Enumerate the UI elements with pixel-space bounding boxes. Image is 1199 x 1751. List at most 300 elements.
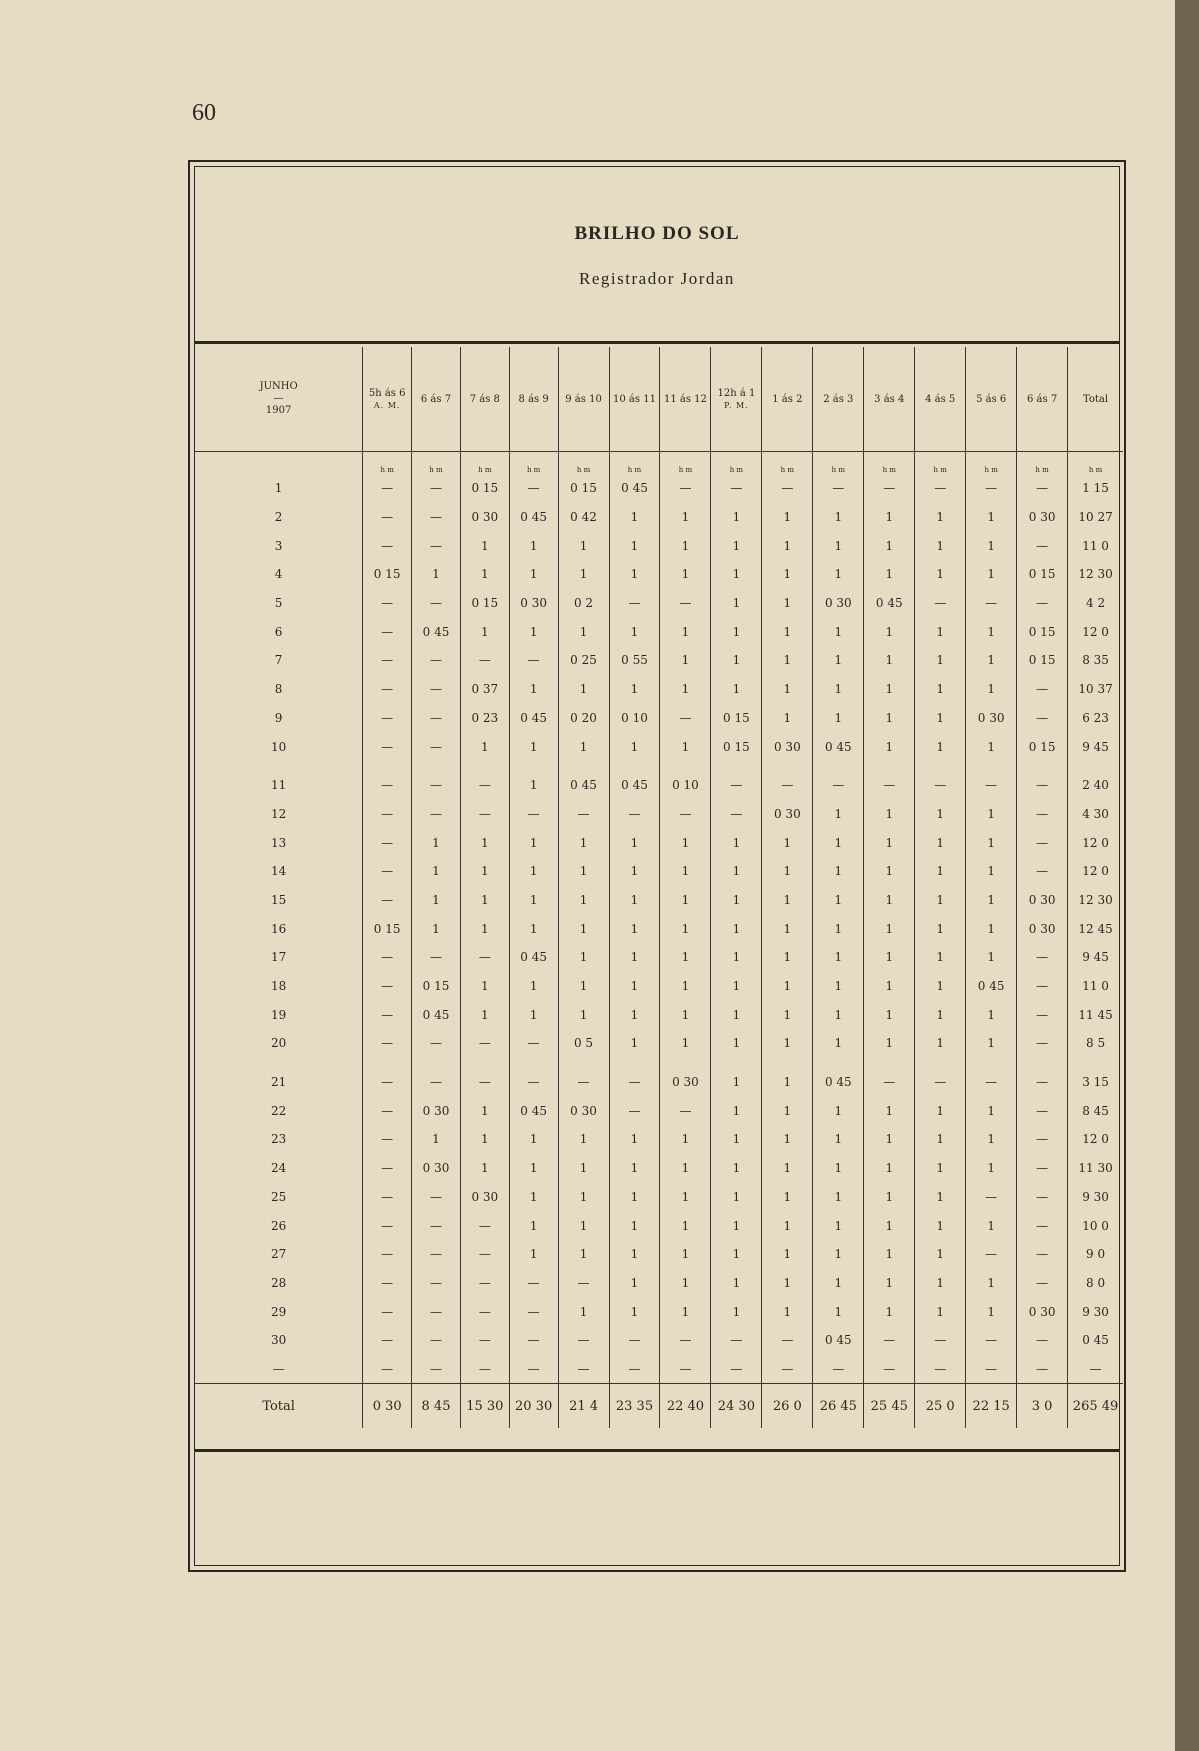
value-cell: — — [762, 1326, 813, 1355]
value-cell: 1 — [915, 1029, 966, 1058]
value-cell: — — [363, 828, 412, 857]
value-cell: 1 — [711, 1029, 762, 1058]
column-header-label: 6 ás 7 — [1027, 393, 1058, 405]
value-cell: — — [363, 800, 412, 829]
value-cell: 1 — [460, 828, 509, 857]
column-header-label: 11 ás 12 — [663, 393, 707, 405]
value-cell: — — [864, 1355, 915, 1384]
value-cell: 0 30 — [1017, 914, 1068, 943]
row-total-cell: 0 45 — [1068, 1326, 1123, 1355]
value-cell: 1 — [864, 1125, 915, 1154]
unit-label: h m — [509, 452, 558, 475]
value-cell: — — [412, 531, 461, 560]
column-header — [660, 347, 711, 452]
table-row — [195, 972, 1123, 1001]
value-cell: 1 — [813, 914, 864, 943]
value-cell: 1 — [762, 1211, 813, 1240]
value-cell: 1 — [813, 646, 864, 675]
value-cell: 1 — [813, 886, 864, 915]
value-cell: 1 — [864, 1096, 915, 1125]
value-cell: — — [509, 646, 558, 675]
value-cell: 1 — [711, 1000, 762, 1029]
value-cell: 1 — [660, 972, 711, 1001]
month-label: JUNHO — [259, 381, 298, 392]
column-header-sublabel: P. M. — [724, 401, 749, 410]
column-total-cell: 24 30 — [711, 1384, 762, 1429]
value-cell: — — [1017, 1355, 1068, 1384]
value-cell: 1 — [412, 828, 461, 857]
value-cell: 1 — [660, 1269, 711, 1298]
value-cell: 1 — [509, 1183, 558, 1212]
value-cell: — — [412, 1269, 461, 1298]
value-cell: — — [363, 1269, 412, 1298]
unit-label: h m — [813, 452, 864, 475]
value-cell: 0 45 — [412, 1000, 461, 1029]
day-cell: 16 — [270, 921, 287, 936]
value-cell: 1 — [711, 1154, 762, 1183]
gap-cell — [363, 1058, 412, 1068]
column-total-cell: 8 45 — [412, 1384, 461, 1429]
table-row — [195, 1240, 1123, 1269]
value-cell: 1 — [813, 617, 864, 646]
day-cell: 27 — [270, 1247, 287, 1262]
value-cell: — — [412, 704, 461, 733]
value-cell: — — [412, 1029, 461, 1058]
value-cell: 1 — [609, 1000, 660, 1029]
unit-label: h m — [864, 452, 915, 475]
value-cell: — — [1017, 531, 1068, 560]
value-cell: — — [966, 474, 1017, 503]
unit-label: h m — [1068, 452, 1123, 475]
value-cell: — — [1017, 1326, 1068, 1355]
value-cell: — — [412, 646, 461, 675]
table-row — [195, 531, 1123, 560]
column-header-label: 4 ás 5 — [925, 393, 956, 405]
value-cell: — — [412, 771, 461, 800]
table-row — [195, 503, 1123, 532]
value-cell: 1 — [660, 828, 711, 857]
value-cell: 1 — [762, 1240, 813, 1269]
value-cell: 1 — [660, 1183, 711, 1212]
value-cell: 0 45 — [412, 617, 461, 646]
value-cell: 1 — [762, 1029, 813, 1058]
value-cell: 1 — [609, 675, 660, 704]
row-total-cell: 10 27 — [1068, 503, 1123, 532]
value-cell: 1 — [609, 1029, 660, 1058]
value-cell: 1 — [966, 1000, 1017, 1029]
value-cell: — — [412, 1068, 461, 1097]
day-cell: 8 — [274, 682, 283, 697]
value-cell: 1 — [660, 914, 711, 943]
column-header-label: 8 ás 9 — [518, 393, 549, 405]
gap-cell — [1068, 761, 1123, 771]
value-cell: 1 — [509, 828, 558, 857]
value-cell: 1 — [558, 857, 609, 886]
value-cell: 1 — [660, 503, 711, 532]
row-total-cell: 12 30 — [1068, 886, 1123, 915]
value-cell: — — [864, 1326, 915, 1355]
row-total-cell: 4 30 — [1068, 800, 1123, 829]
value-cell: 1 — [966, 1154, 1017, 1183]
value-cell: — — [509, 1326, 558, 1355]
value-cell: 1 — [711, 503, 762, 532]
gap-cell — [813, 1058, 864, 1068]
value-cell: 1 — [864, 886, 915, 915]
value-cell: — — [609, 589, 660, 618]
value-cell: 1 — [609, 1211, 660, 1240]
value-cell: — — [1017, 1211, 1068, 1240]
gap-cell — [1017, 1058, 1068, 1068]
value-cell: 0 10 — [660, 771, 711, 800]
value-cell: 0 15 — [711, 704, 762, 733]
unit-label: h m — [412, 452, 461, 475]
value-cell: 1 — [660, 732, 711, 761]
value-cell: 1 — [915, 1211, 966, 1240]
value-cell: — — [660, 1355, 711, 1384]
month-dash: — — [273, 393, 284, 404]
value-cell: — — [460, 1297, 509, 1326]
value-cell: — — [509, 800, 558, 829]
value-cell: 1 — [915, 800, 966, 829]
value-cell: — — [813, 1355, 864, 1384]
gap-cell — [762, 761, 813, 771]
value-cell: — — [915, 771, 966, 800]
gap-cell — [813, 761, 864, 771]
table-subtitle: Registrador Jordan — [579, 269, 735, 288]
column-header-label: 2 ás 3 — [823, 393, 854, 405]
day-cell: 25 — [270, 1189, 287, 1204]
table-body — [195, 452, 1123, 1429]
value-cell: 1 — [609, 943, 660, 972]
value-cell: — — [363, 1326, 412, 1355]
table-row — [195, 828, 1123, 857]
value-cell: 1 — [711, 560, 762, 589]
value-cell: — — [609, 1326, 660, 1355]
column-header — [1017, 347, 1068, 452]
column-total-cell: 22 40 — [660, 1384, 711, 1429]
value-cell: 1 — [558, 675, 609, 704]
column-header — [915, 347, 966, 452]
value-cell: 1 — [711, 1096, 762, 1125]
value-cell: 1 — [864, 857, 915, 886]
column-header-label: 10 ás 11 — [613, 393, 656, 405]
row-total-cell: 2 40 — [1068, 771, 1123, 800]
value-cell: 1 — [660, 1211, 711, 1240]
value-cell: 1 — [509, 914, 558, 943]
value-cell: 0 30 — [460, 1183, 509, 1212]
column-header-label: 3 ás 4 — [874, 393, 905, 405]
value-cell: 1 — [460, 1154, 509, 1183]
value-cell: — — [460, 800, 509, 829]
value-cell: 0 5 — [558, 1029, 609, 1058]
value-cell: 0 15 — [1017, 560, 1068, 589]
value-cell: 1 — [460, 1096, 509, 1125]
table-row — [195, 617, 1123, 646]
value-cell: 1 — [864, 617, 915, 646]
value-cell: 1 — [915, 1269, 966, 1298]
value-cell: 1 — [915, 531, 966, 560]
value-cell: 0 15 — [460, 589, 509, 618]
value-cell: — — [558, 800, 609, 829]
unit-label: h m — [558, 452, 609, 475]
gap-cell — [915, 1058, 966, 1068]
value-cell: 1 — [711, 828, 762, 857]
sunshine-table — [195, 347, 1123, 1428]
value-cell: 1 — [412, 886, 461, 915]
row-total-cell: 11 45 — [1068, 1000, 1123, 1029]
value-cell: 1 — [711, 1183, 762, 1212]
value-cell: 0 30 — [558, 1096, 609, 1125]
value-cell: 1 — [915, 617, 966, 646]
value-cell: 1 — [609, 1297, 660, 1326]
value-cell: 1 — [460, 914, 509, 943]
row-total-cell: 3 15 — [1068, 1068, 1123, 1097]
value-cell: 0 23 — [460, 704, 509, 733]
value-cell: 0 30 — [460, 503, 509, 532]
day-cell: — — [272, 1361, 285, 1376]
value-cell: 1 — [813, 531, 864, 560]
day-cell: 6 — [274, 624, 283, 639]
value-cell: — — [412, 1183, 461, 1212]
day-cell: 5 — [274, 596, 283, 611]
value-cell: — — [660, 1326, 711, 1355]
value-cell: 0 15 — [412, 972, 461, 1001]
value-cell: 0 45 — [813, 732, 864, 761]
value-cell: 0 10 — [609, 704, 660, 733]
day-cell: 28 — [270, 1275, 287, 1290]
value-cell: 1 — [609, 732, 660, 761]
value-cell: 1 — [864, 1029, 915, 1058]
value-cell: — — [363, 503, 412, 532]
value-cell: 1 — [558, 828, 609, 857]
gap-cell — [460, 1058, 509, 1068]
value-cell: 1 — [558, 560, 609, 589]
day-cell: 7 — [274, 653, 283, 668]
value-cell: — — [915, 589, 966, 618]
table-row — [195, 1068, 1123, 1097]
value-cell: 1 — [660, 1029, 711, 1058]
value-cell: — — [1017, 828, 1068, 857]
column-header — [412, 347, 461, 452]
value-cell: 1 — [813, 1211, 864, 1240]
value-cell: — — [966, 1326, 1017, 1355]
value-cell: 1 — [864, 943, 915, 972]
value-cell: 1 — [864, 560, 915, 589]
value-cell: 1 — [509, 1240, 558, 1269]
value-cell: 1 — [558, 1297, 609, 1326]
value-cell: 1 — [915, 857, 966, 886]
value-cell: 1 — [762, 828, 813, 857]
value-cell: 1 — [660, 943, 711, 972]
value-cell: 0 45 — [509, 704, 558, 733]
value-cell: 1 — [460, 732, 509, 761]
value-cell: 1 — [813, 1125, 864, 1154]
value-cell: 0 45 — [609, 474, 660, 503]
value-cell: 1 — [558, 1125, 609, 1154]
gap-cell — [558, 1058, 609, 1068]
value-cell: — — [915, 1355, 966, 1384]
value-cell: 1 — [966, 1211, 1017, 1240]
row-total-cell: 9 30 — [1068, 1297, 1123, 1326]
value-cell: 0 30 — [813, 589, 864, 618]
table-row — [195, 800, 1123, 829]
value-cell: 1 — [915, 560, 966, 589]
value-cell: — — [660, 800, 711, 829]
value-cell: — — [412, 1355, 461, 1384]
value-cell: 1 — [966, 732, 1017, 761]
value-cell: 1 — [966, 531, 1017, 560]
row-total-cell: 12 0 — [1068, 1125, 1123, 1154]
value-cell: 1 — [915, 1096, 966, 1125]
value-cell: 1 — [864, 1183, 915, 1212]
value-cell: 1 — [609, 914, 660, 943]
table-row — [195, 857, 1123, 886]
day-cell: 4 — [274, 567, 283, 582]
value-cell: 0 45 — [813, 1326, 864, 1355]
value-cell: 1 — [762, 1297, 813, 1326]
value-cell: — — [1017, 474, 1068, 503]
column-total-cell: 0 30 — [363, 1384, 412, 1429]
value-cell: 1 — [864, 1211, 915, 1240]
gap-cell — [1068, 1058, 1123, 1068]
value-cell: 1 — [660, 886, 711, 915]
gap-cell — [711, 1058, 762, 1068]
value-cell: 1 — [711, 972, 762, 1001]
value-cell: — — [363, 589, 412, 618]
value-cell: 1 — [660, 1240, 711, 1269]
unit-label: h m — [660, 452, 711, 475]
column-header-label: 6 ás 7 — [420, 393, 452, 405]
value-cell: — — [1017, 1183, 1068, 1212]
table-row — [195, 1029, 1123, 1058]
value-cell: — — [711, 474, 762, 503]
value-cell: — — [363, 646, 412, 675]
value-cell: — — [509, 1297, 558, 1326]
value-cell: 1 — [509, 560, 558, 589]
value-cell: — — [864, 474, 915, 503]
value-cell: 0 45 — [864, 589, 915, 618]
value-cell: 0 55 — [609, 646, 660, 675]
day-cell: 18 — [270, 979, 287, 994]
column-header — [711, 347, 762, 452]
totals-label: Total — [195, 1384, 363, 1429]
value-cell: 0 45 — [509, 1096, 558, 1125]
value-cell: 1 — [762, 531, 813, 560]
value-cell: 0 45 — [609, 771, 660, 800]
value-cell: — — [460, 943, 509, 972]
value-cell: — — [1017, 800, 1068, 829]
value-cell: 1 — [509, 675, 558, 704]
value-cell: 1 — [966, 886, 1017, 915]
value-cell: — — [609, 800, 660, 829]
value-cell: 1 — [460, 857, 509, 886]
value-cell: 0 37 — [460, 675, 509, 704]
gap-cell — [1017, 761, 1068, 771]
column-total-cell: 22 15 — [966, 1384, 1017, 1429]
value-cell: — — [363, 1068, 412, 1097]
row-total-cell: 8 45 — [1068, 1096, 1123, 1125]
value-cell: 1 — [966, 560, 1017, 589]
value-cell: 1 — [966, 675, 1017, 704]
value-cell: — — [460, 1029, 509, 1058]
row-total-cell: 12 0 — [1068, 857, 1123, 886]
value-cell: 1 — [915, 943, 966, 972]
column-header-label: 9 ás 10 — [565, 393, 602, 405]
column-total-cell: 265 49 — [1068, 1384, 1123, 1429]
gap-cell — [363, 761, 412, 771]
column-header-label: 1 ás 2 — [772, 393, 803, 405]
value-cell: — — [412, 1211, 461, 1240]
value-cell: 1 — [558, 1211, 609, 1240]
value-cell: 1 — [864, 828, 915, 857]
value-cell: 1 — [864, 675, 915, 704]
value-cell: 1 — [864, 914, 915, 943]
value-cell: 1 — [460, 531, 509, 560]
value-cell: 1 — [660, 675, 711, 704]
value-cell: 0 15 — [363, 560, 412, 589]
value-cell: — — [1017, 1029, 1068, 1058]
value-cell: — — [609, 1068, 660, 1097]
table-row — [195, 1355, 1123, 1384]
table-row — [195, 704, 1123, 733]
gap-cell — [660, 761, 711, 771]
value-cell: 0 30 — [660, 1068, 711, 1097]
value-cell: — — [558, 1355, 609, 1384]
value-cell: 1 — [762, 617, 813, 646]
value-cell: 1 — [558, 914, 609, 943]
value-cell: 1 — [609, 972, 660, 1001]
value-cell: 0 30 — [1017, 886, 1068, 915]
value-cell: — — [412, 474, 461, 503]
value-cell: 1 — [660, 646, 711, 675]
value-cell: — — [813, 771, 864, 800]
value-cell: — — [412, 1240, 461, 1269]
value-cell: 0 2 — [558, 589, 609, 618]
column-header-label: 5 ás 6 — [976, 393, 1007, 405]
gap-cell — [195, 1058, 363, 1068]
value-cell: 1 — [915, 1000, 966, 1029]
value-cell: 1 — [762, 704, 813, 733]
value-cell: 1 — [762, 589, 813, 618]
value-cell: — — [509, 1269, 558, 1298]
value-cell: — — [813, 474, 864, 503]
value-cell: 1 — [813, 800, 864, 829]
value-cell: 1 — [609, 1154, 660, 1183]
group-gap — [195, 761, 1123, 771]
value-cell: 0 15 — [558, 474, 609, 503]
value-cell: — — [1017, 704, 1068, 733]
day-cell: 24 — [270, 1161, 287, 1176]
value-cell: 1 — [915, 1154, 966, 1183]
value-cell: — — [412, 1297, 461, 1326]
value-cell: — — [609, 1096, 660, 1125]
row-total-cell: 8 35 — [1068, 646, 1123, 675]
value-cell: 1 — [660, 560, 711, 589]
gap-cell — [509, 761, 558, 771]
value-cell: 1 — [966, 1096, 1017, 1125]
table-row — [195, 474, 1123, 503]
value-cell: 1 — [864, 531, 915, 560]
value-cell: 1 — [660, 1000, 711, 1029]
row-total-cell: 9 30 — [1068, 1183, 1123, 1212]
value-cell: 1 — [660, 1125, 711, 1154]
value-cell: 1 — [966, 800, 1017, 829]
table-row — [195, 560, 1123, 589]
row-total-cell: 11 0 — [1068, 972, 1123, 1001]
value-cell: — — [660, 704, 711, 733]
day-cell: 12 — [270, 806, 287, 821]
value-cell: — — [966, 771, 1017, 800]
